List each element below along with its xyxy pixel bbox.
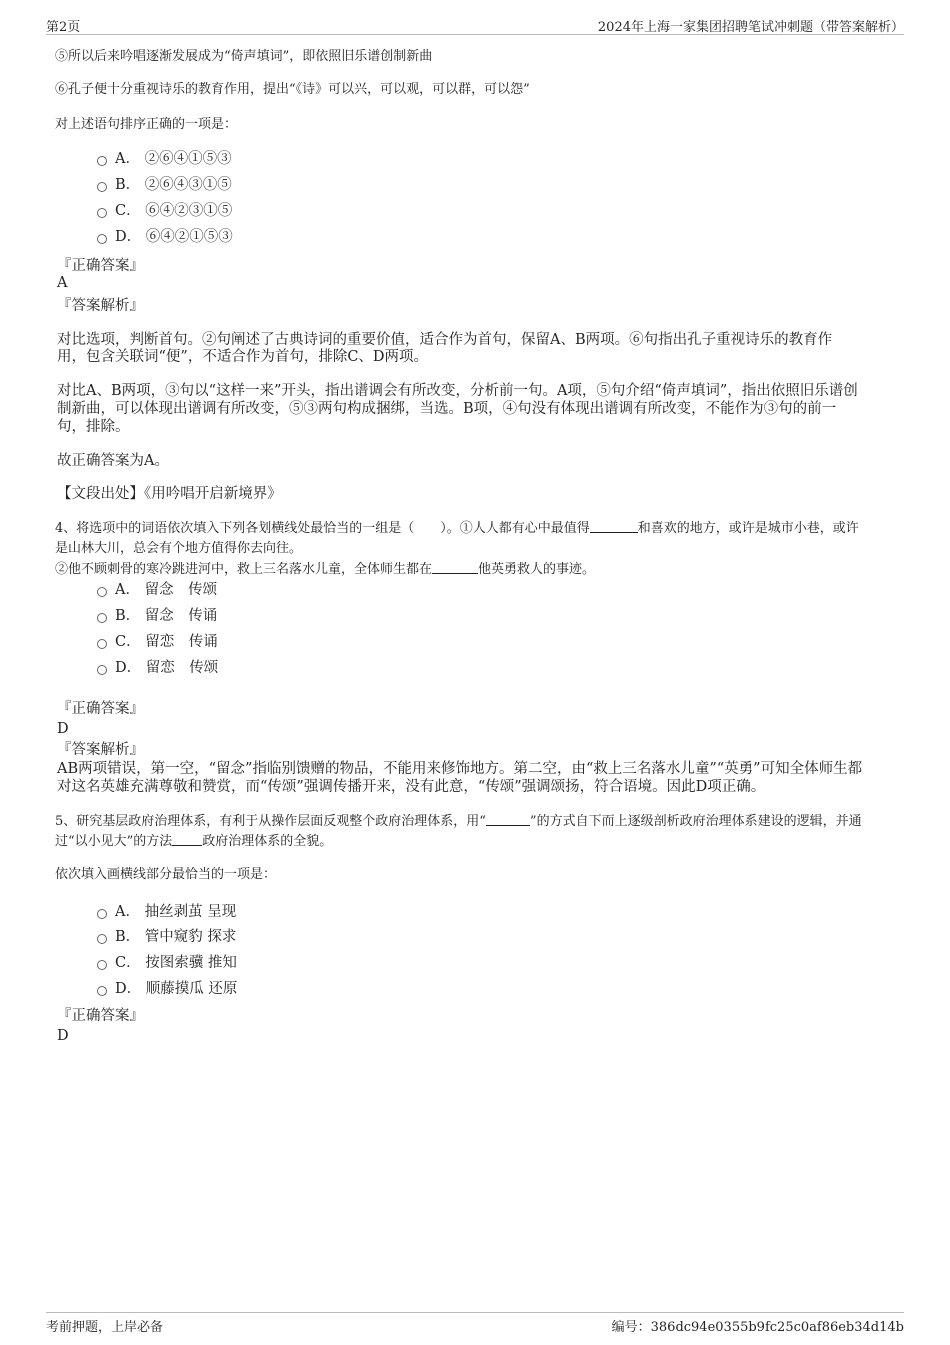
q4-analysis-line2: 对这名英雄充满尊敬和赞赏，而“传颂”强调传播开来，没有此意，“传颂”强调颂扬，符合语境。因此D项正确。 [57,779,766,795]
blank-line [590,520,638,533]
page-footer [46,1312,904,1335]
radio-icon[interactable] [97,234,107,244]
q3-conclusion: 故正确答案为A。 [57,453,169,469]
q3-option-d[interactable]: D． ⑥④②①⑤③ [97,227,233,247]
blank-line [172,833,202,846]
blank-line [432,561,478,574]
radio-icon[interactable] [97,934,107,944]
q3-analysis-p2-line2: 制新曲，可以体现出谱调有所改变，⑤③两句构成捆绑，当选。B项，④句没有体现出谱调有所改变，不能作为③句的前一 [57,401,837,417]
q5-answer: D [57,1028,69,1044]
q4-stem-line3: ②他不顾刺骨的寒冷跳进河中，救上三名落水儿童，全体师生都在 他英勇救人的事迹。 [55,562,596,577]
q4-option-c[interactable]: C． 留恋 传诵 [97,632,218,652]
q5-option-b[interactable]: B． 管中窥豹 探求 [97,927,236,947]
q4-analysis-label: 『答案解析』 [57,742,144,758]
q5-option-a[interactable]: A． 抽丝剥茧 呈现 [97,902,236,922]
radio-icon[interactable] [97,909,107,919]
q5-answer-label: 『正确答案』 [57,1008,144,1024]
page-number: 第2页 [46,20,81,35]
q3-answer-label: 『正确答案』 [57,258,144,274]
document-title: 2024年上海一家集团招聘笔试冲刺题（带答案解析） [597,20,904,35]
q5-prompt: 依次填入画横线部分最恰当的一项是： [55,867,277,882]
q4-option-a[interactable]: A． 留念 传颂 [97,580,217,600]
radio-icon[interactable] [97,156,107,166]
page-header [46,14,904,35]
q4-option-b[interactable]: B． 留念 传诵 [97,606,217,626]
q4-answer-label: 『正确答案』 [57,701,144,717]
q3-option-b[interactable]: B． ②⑥④③①⑤ [97,175,232,195]
q5-stem-line1: 5、研究基层政府治理体系，有利于从操作层面反观整个政府治理体系，用“ ”的方式自下而上逐级剖析政府治理体系建设的逻辑，并通 [55,814,862,829]
q3-analysis-p1-line1: 对比选项，判断首句。②句阐述了古典诗词的重要价值，适合作为首句，保留A、B两项。⑥句指出孔子重视诗乐的教育作 [57,332,833,348]
blank-line [486,813,530,826]
q5-option-d[interactable]: D． 顺藤摸瓜 还原 [97,979,237,999]
radio-icon[interactable] [97,182,107,192]
q3-analysis-label: 『答案解析』 [57,298,144,314]
q3-source: 【文段出处】《用吟唱开启新境界》 [57,486,282,502]
q3-analysis-p1-line2: 用，包含关联词“便”，不适合作为首句，排除C、D两项。 [57,349,429,365]
radio-icon[interactable] [97,665,107,675]
q3-analysis-p2-line3: 句，排除。 [57,419,130,435]
q3-prompt: 对上述语句排序正确的一项是： [55,117,238,132]
q4-stem-line1: 4、将选项中的词语依次填入下列各划横线处最恰当的一组是（ ）。①人人都有心中最值得 和喜欢的地方，或许是城市小巷，或许 [55,521,859,536]
q4-stem-line2: 是山林大川，总会有个地方值得你去向往。 [55,541,303,556]
q5-option-c[interactable]: C． 按图索骥 推知 [97,953,237,973]
q4-option-d[interactable]: D． 留恋 传颂 [97,658,218,678]
q3-answer: A [57,275,68,291]
q4-answer: D [57,721,69,737]
footer-slogan: 考前押题，上岸必备 [46,1320,164,1335]
q3-option-a[interactable]: A． ②⑥④①⑤③ [97,149,232,169]
q5-stem-line2: 过“以小见大”的方法 政府治理体系的全貌。 [55,834,333,849]
q3-sentence-5: ⑤所以后来吟唱逐渐发展成为“倚声填词”，即依照旧乐谱创制新曲 [55,49,433,64]
q3-analysis-p2-line1: 对比A、B两项，③句以“这样一来”开头，指出谱调会有所改变，分析前一句。A项，⑤句介绍“倚声填词”，指出依照旧乐谱创 [57,383,858,399]
document-id: 编号：386dc94e0355b9fc25c0af86eb34d14b [611,1320,904,1335]
radio-icon[interactable] [97,208,107,218]
radio-icon[interactable] [97,986,107,996]
radio-icon[interactable] [97,960,107,970]
q3-sentence-6: ⑥孔子便十分重视诗乐的教育作用，提出“《诗》可以兴，可以观，可以群，可以怨” [55,82,530,97]
q3-option-c[interactable]: C． ⑥④②③①⑤ [97,201,232,221]
radio-icon[interactable] [97,587,107,597]
radio-icon[interactable] [97,613,107,623]
q4-analysis-line1: AB两项错误，第一空，“留念”指临别馈赠的物品，不能用来修饰地方。第二空，由“救上三名落水儿童”“英勇”可知全体师生都 [57,761,863,777]
radio-icon[interactable] [97,639,107,649]
